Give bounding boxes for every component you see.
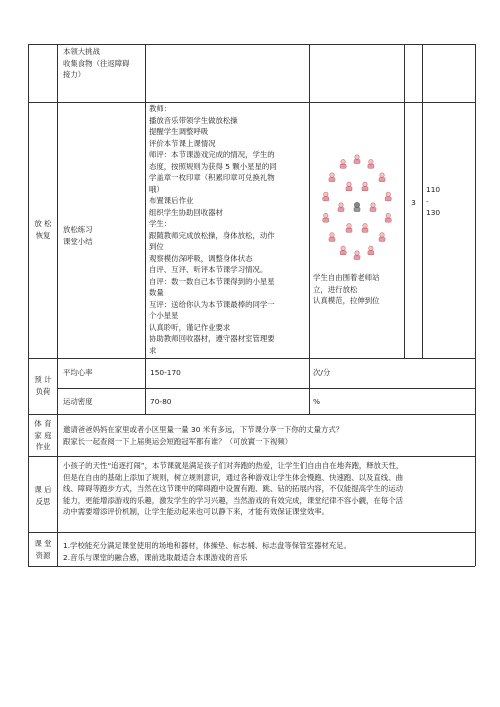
student-figure-icon (368, 160, 374, 169)
table-line (309, 44, 310, 358)
avg-heart-rate-label: 平均心率 (63, 368, 93, 377)
cooldown-section-label: 放 松 恢复 (34, 219, 52, 240)
density-label: 运动密度 (63, 397, 93, 406)
forecast-label: 预 计 负荷 (34, 375, 52, 396)
table-line (28, 358, 475, 359)
student-figure-icon (385, 192, 391, 201)
student-figure-icon (346, 224, 352, 233)
student-figure-icon (368, 246, 374, 255)
table-line (309, 358, 310, 414)
organization-text: 学生自由围着老师站 立，进行放松 认真模范，拉伸到位 (313, 273, 380, 305)
table-line (57, 44, 58, 358)
student-figure-icon (329, 173, 335, 182)
student-figure-icon (338, 203, 344, 212)
student-figure-icon (340, 246, 346, 255)
table-line (28, 456, 475, 457)
teacher-figure-icon (354, 202, 360, 211)
formation-figure (312, 150, 402, 270)
avg-heart-rate-unit: 次/分 (313, 368, 331, 377)
table-line (28, 414, 475, 415)
table-line (28, 566, 475, 567)
student-figure-icon (370, 203, 376, 212)
reflection-text: 小孩子的天性“追逐打闹”，本节课就是满足孩子们对奔跑的热爱，让学生们自由自在地奔跑，释放天性， 但是在自由的基础上添加了规则，树立规则意识，通过各种游戏让学生体会慢跑、快速跑、以及直线、曲 线、障碍等跑步方式，当然在这节课中的障碍跑中设置有跑、跳、钻的拓展内容，不仅能提高学生的运动 能力，更能增添游戏的乐趣，激发学生的学习兴趣，当然游戏的有效完成，课堂纪律不容小觑，在每个活 动中需要增添评价机制，让学生能动起来也可以静下来，才能有效保证课堂效率。 (63, 461, 404, 516)
cooldown-heart-rate: 110 - 130 (426, 185, 441, 217)
table-line (57, 388, 475, 389)
cooldown-count: 3 (411, 198, 416, 207)
homework-label: 体 育 家 庭 作业 (34, 419, 52, 451)
formation-diagram (312, 150, 402, 270)
student-figure-icon (354, 251, 360, 260)
table-line (28, 532, 475, 533)
reflection-label: 课 后 反思 (34, 485, 52, 506)
student-figure-icon (340, 160, 346, 169)
student-figure-icon (379, 173, 385, 182)
table-line (57, 358, 58, 414)
top-activity-text: 本领大挑战 收集食物（往返障碍 接力） (63, 47, 130, 79)
density-unit: % (313, 397, 321, 406)
table-border-right (475, 44, 476, 566)
homework-text: 邀请爸爸妈妈在家里或者小区里量一量 30 米有多远，下节课分享一下你的丈量方式？ 跟家长一起查阅一下上届奥运会短跑冠军都有谁？（可放賨一下视频） (63, 425, 344, 446)
student-figure-icon (346, 182, 352, 191)
table-line (28, 44, 475, 45)
cooldown-activity: 放松练习 课堂小结 (63, 225, 93, 246)
avg-heart-rate-value: 150-170 (150, 368, 181, 377)
table-line (422, 44, 423, 358)
resources-label: 课 堂 资源 (34, 539, 52, 560)
table-line (57, 414, 58, 566)
resources-text: 1.学校能充分满足课堂使用的场地和器材，体操垫、标志桶、标志盘等保管室器材充足。 2.音乐与课堂的融合感，课前选取最适合本课游戏的音乐 (63, 541, 351, 562)
student-figure-icon (329, 233, 335, 242)
student-figure-icon (323, 192, 329, 201)
student-figure-icon (354, 155, 360, 164)
table-line (145, 44, 146, 358)
student-figure-icon (362, 224, 368, 233)
cooldown-content: 教师： 播放音乐带领学生做放松操 提醒学生调整呼吸 评价本节课上课情况 师评：本节课游戏完成的情况，学生的 态度，按照规则为获得 5 颗小星星的同 学盖章一枚印章（积累印章可兑换礼物 哦） 布置课后作业 组织学生协助回收器材 学生： 跟随教师完成放松操，身体放松，动作 到位 观察模仿深呼吸，调整身体状态 自评、互评、听评本节课学习情况。 自评：数一数自己本节课得到的小星星 数量 互评：送给你认为本节课最棒的同学一 个小星星 认真聆听，谨记作业要求 协助教师回收器材，遵守器材室管理要 求 (149, 104, 277, 355)
student-figure-icon (379, 233, 385, 242)
student-figure-icon (385, 213, 391, 222)
density-value: 70-80 (150, 397, 172, 406)
table-line (145, 358, 146, 414)
student-figure-icon (362, 182, 368, 191)
student-figure-icon (323, 213, 329, 222)
